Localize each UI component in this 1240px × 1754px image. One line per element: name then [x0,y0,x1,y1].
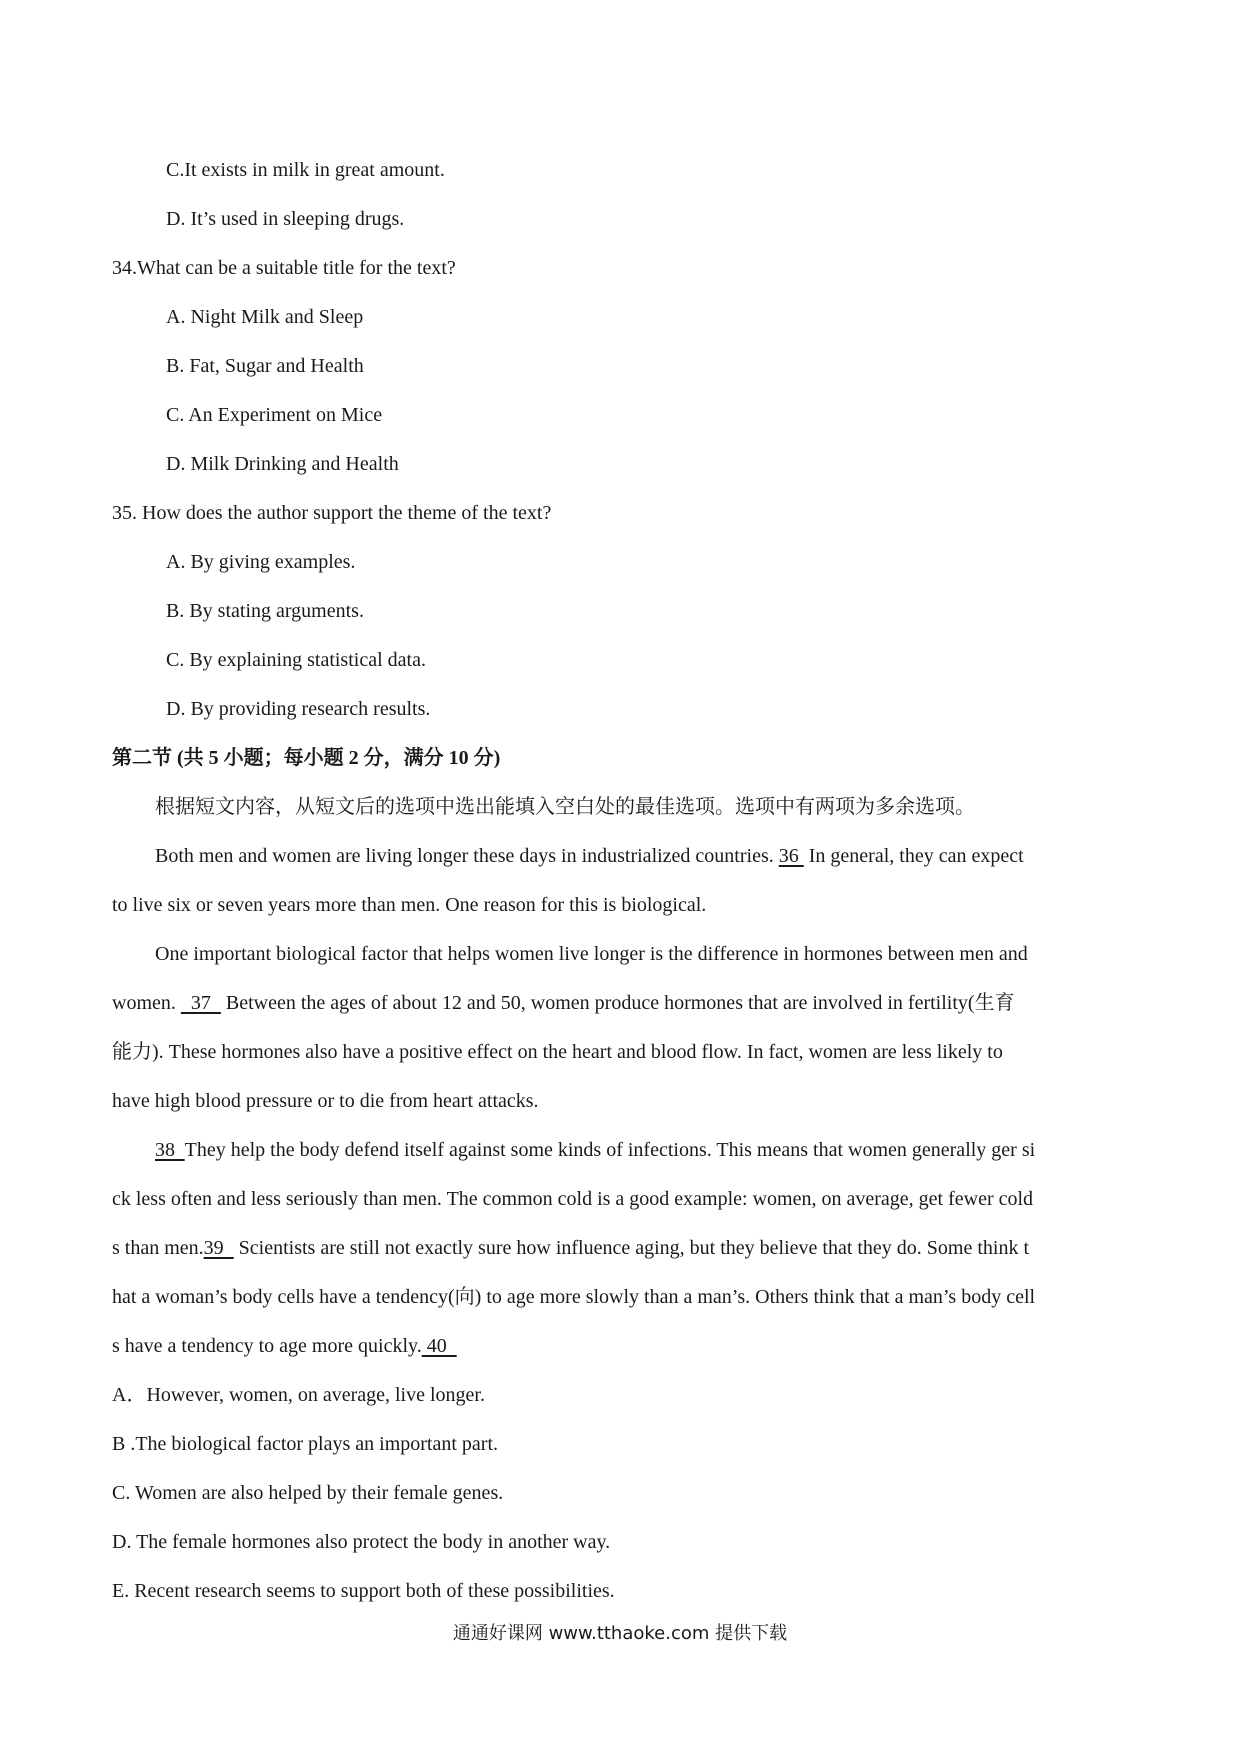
q35-stem: 35. How does the author support the theme of the text? [112,502,552,524]
q35-option-c: C. By explaining statistical data. [166,649,426,671]
choice-b: B .The biological factor plays an important part. [112,1433,498,1455]
passage-p2-line4: have high blood pressure or to die from heart attacks. [112,1090,539,1112]
passage-text: s than men. [112,1237,204,1259]
passage-p3-line2: ck less often and less seriously than men. The common cold is a good example: women, on average, get fewer cold [112,1188,1034,1210]
q33-option-d: D. It’s used in sleeping drugs. [166,208,405,230]
passage-text: In general, they can expect [803,845,1024,867]
blank-37: 37 [180,992,221,1014]
q33-option-c: C.It exists in milk in great amount. [166,159,445,181]
choice-a: A．However, women, on average, live longer. [112,1384,485,1406]
section-instruction: 根据短文内容，从短文后的选项中选出能填入空白处的最佳选项。选项中有两项为多余选项。 [155,796,975,818]
q34-option-c: C. An Experiment on Mice [166,404,383,426]
blank-38: 38 [155,1139,185,1161]
blank-36: 36 [778,845,804,867]
passage-p1-line2: to live six or seven years more than men. One reason for this is biological. [112,894,707,916]
choice-e: E. Recent research seems to support both of these possibilities. [112,1580,615,1602]
q34-option-b: B. Fat, Sugar and Health [166,355,364,377]
passage-p3-line4: hat a woman’s body cells have a tendency(向) to age more slowly than a man’s. Others think that a man’s body cell [112,1286,1036,1308]
passage-text: Between the ages of about 12 and 50, women produce hormones that are involved in fertility(生育 [220,992,1015,1014]
passage-text: s have a tendency to age more quickly. [112,1335,422,1357]
passage-p2-line1: One important biological factor that helps women live longer is the difference in hormones between men and [155,943,1028,965]
choice-d: D. The female hormones also protect the body in another way. [112,1531,611,1553]
passage-p2-line2 [112,991,1015,1015]
q34-option-d: D. Milk Drinking and Health [166,453,399,475]
blank-40: 40 [421,1335,457,1357]
passage-p3-line1 [155,1138,1035,1162]
q35-option-b: B. By stating arguments. [166,600,364,622]
passage-text: Both men and women are living longer these days in industrialized countries. [155,845,779,867]
passage-p3-line5 [112,1334,457,1358]
passage-text: women. [112,992,181,1014]
passage-p3-line3 [112,1236,1029,1260]
q34-option-a: A. Night Milk and Sleep [166,306,364,328]
q34-stem: 34.What can be a suitable title for the text? [112,257,456,279]
q35-option-a: A. By giving examples. [166,551,356,573]
passage-p1-line1 [155,844,1024,868]
page-footer: 通通好课网 www.tthaoke.com 提供下载 [452,1623,788,1644]
q35-option-d: D. By providing research results. [166,698,431,720]
passage-text: They help the body defend itself against some kinds of infections. This means that women generally ger si [184,1139,1036,1161]
blank-39: 39 [203,1237,234,1259]
passage-p2-line3: 能力). These hormones also have a positive effect on the heart and blood flow. In fact, women are less likely to [112,1041,1003,1063]
passage-text: Scientists are still not exactly sure how influence aging, but they believe that they do. Some think t [233,1237,1030,1259]
section-heading: 第二节 (共 5 小题；每小题 2 分，满分 10 分) [112,747,501,769]
choice-c: C. Women are also helped by their female genes. [112,1482,504,1504]
